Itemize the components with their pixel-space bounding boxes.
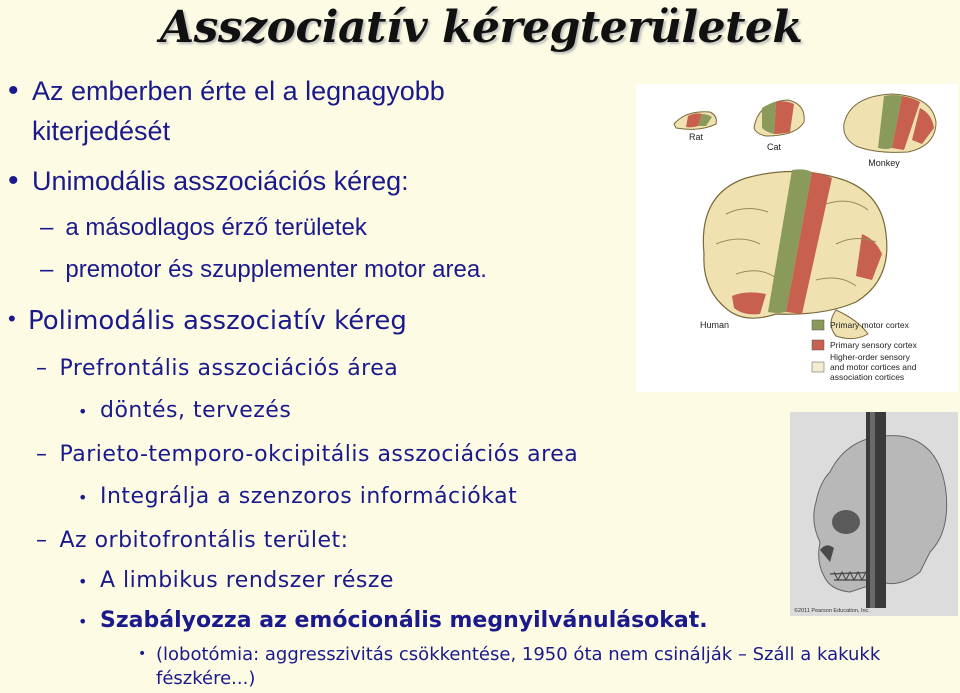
note-line-1: (lobotómia: aggresszivitás csökkentése, 1950 óta nem csinálják – Száll a kakukk: [156, 644, 881, 665]
slide-title: Asszociatív kéregterületek: [160, 2, 803, 53]
bullet-2-sub-1: [40, 214, 367, 242]
note-line-2: fészkére...): [156, 668, 256, 689]
bullet-3-rest: asszociatív kéreg: [174, 306, 407, 336]
legend-higher-label-2: and motor cortices and: [830, 362, 917, 372]
sub-1-text: a másodlagos érző területek: [65, 214, 367, 241]
b3-sub-3-text: Az orbitofrontális terület:: [59, 528, 349, 553]
legend-motor-swatch: [812, 320, 824, 330]
legend-higher-swatch: [812, 362, 824, 372]
iron-rod: [866, 412, 886, 608]
bullet-1-line2: kiterjedését: [32, 116, 171, 146]
dash-marker: –: [36, 528, 48, 553]
b3-sub-1-item: döntés, tervezés: [100, 398, 292, 423]
b3-sub-2-item: Integrálja a szenzoros információkat: [100, 484, 518, 509]
legend-sensory-label: Primary sensory cortex: [830, 340, 917, 350]
bullet-2-bold: Unimodális: [32, 166, 166, 196]
skull-copyright: ©2011 Pearson Education, Inc.: [794, 608, 870, 614]
bullet-marker: •: [8, 306, 16, 331]
note-bullet-marker: •: [138, 646, 147, 662]
sub-bullet-marker: •: [78, 402, 88, 421]
b3-sub-1: [36, 356, 398, 381]
legend-motor-label: Primary motor cortex: [830, 320, 909, 330]
legend-higher-label-3: association cortices: [830, 372, 905, 382]
human-label: Human: [700, 320, 730, 330]
legend-higher-label-1: Higher-order sensory: [830, 352, 910, 362]
legend-sensory-swatch: [812, 340, 824, 350]
bullet-marker: •: [8, 74, 19, 107]
rat-label: Rat: [688, 132, 704, 142]
b3-sub-2: [36, 442, 578, 467]
b3-sub-3: [36, 528, 349, 553]
cat-label: Cat: [766, 142, 782, 152]
b3-sub-3-item-2: Szabályozza az emócionális megnyilvánulásokat.: [100, 608, 708, 633]
dash-marker: –: [36, 356, 48, 381]
bullet-2-rest: asszociációs kéreg:: [165, 166, 409, 196]
sub-bullet-marker: •: [78, 488, 88, 507]
sub-bullet-marker: •: [78, 572, 88, 591]
bullet-marker: •: [8, 164, 19, 197]
b3-sub-3-item-1: A limbikus rendszer része: [100, 568, 394, 593]
bullet-3-bold: Polimodális: [28, 306, 175, 336]
sub-bullet-marker: •: [78, 612, 88, 631]
dash-marker: –: [36, 442, 48, 467]
brain-comparison-figure: [636, 84, 958, 392]
b3-sub-2-text: Parieto-temporo-okcipitális asszociációs area: [59, 442, 579, 467]
bullet-2: [32, 166, 409, 197]
skull-rod-figure: [790, 412, 958, 616]
bullet-1-line1: Az emberben érte el a legnagyobb: [32, 76, 445, 106]
bullet-3: [28, 306, 407, 336]
dash-marker: –: [40, 214, 54, 241]
bullet-2-sub-2: [40, 256, 487, 284]
dash-marker: –: [40, 256, 54, 283]
b3-sub-1-text: Prefrontális asszociációs área: [59, 356, 399, 381]
monkey-label: Monkey: [868, 158, 900, 168]
sub-2-text: premotor és szupplementer motor area.: [65, 256, 487, 283]
